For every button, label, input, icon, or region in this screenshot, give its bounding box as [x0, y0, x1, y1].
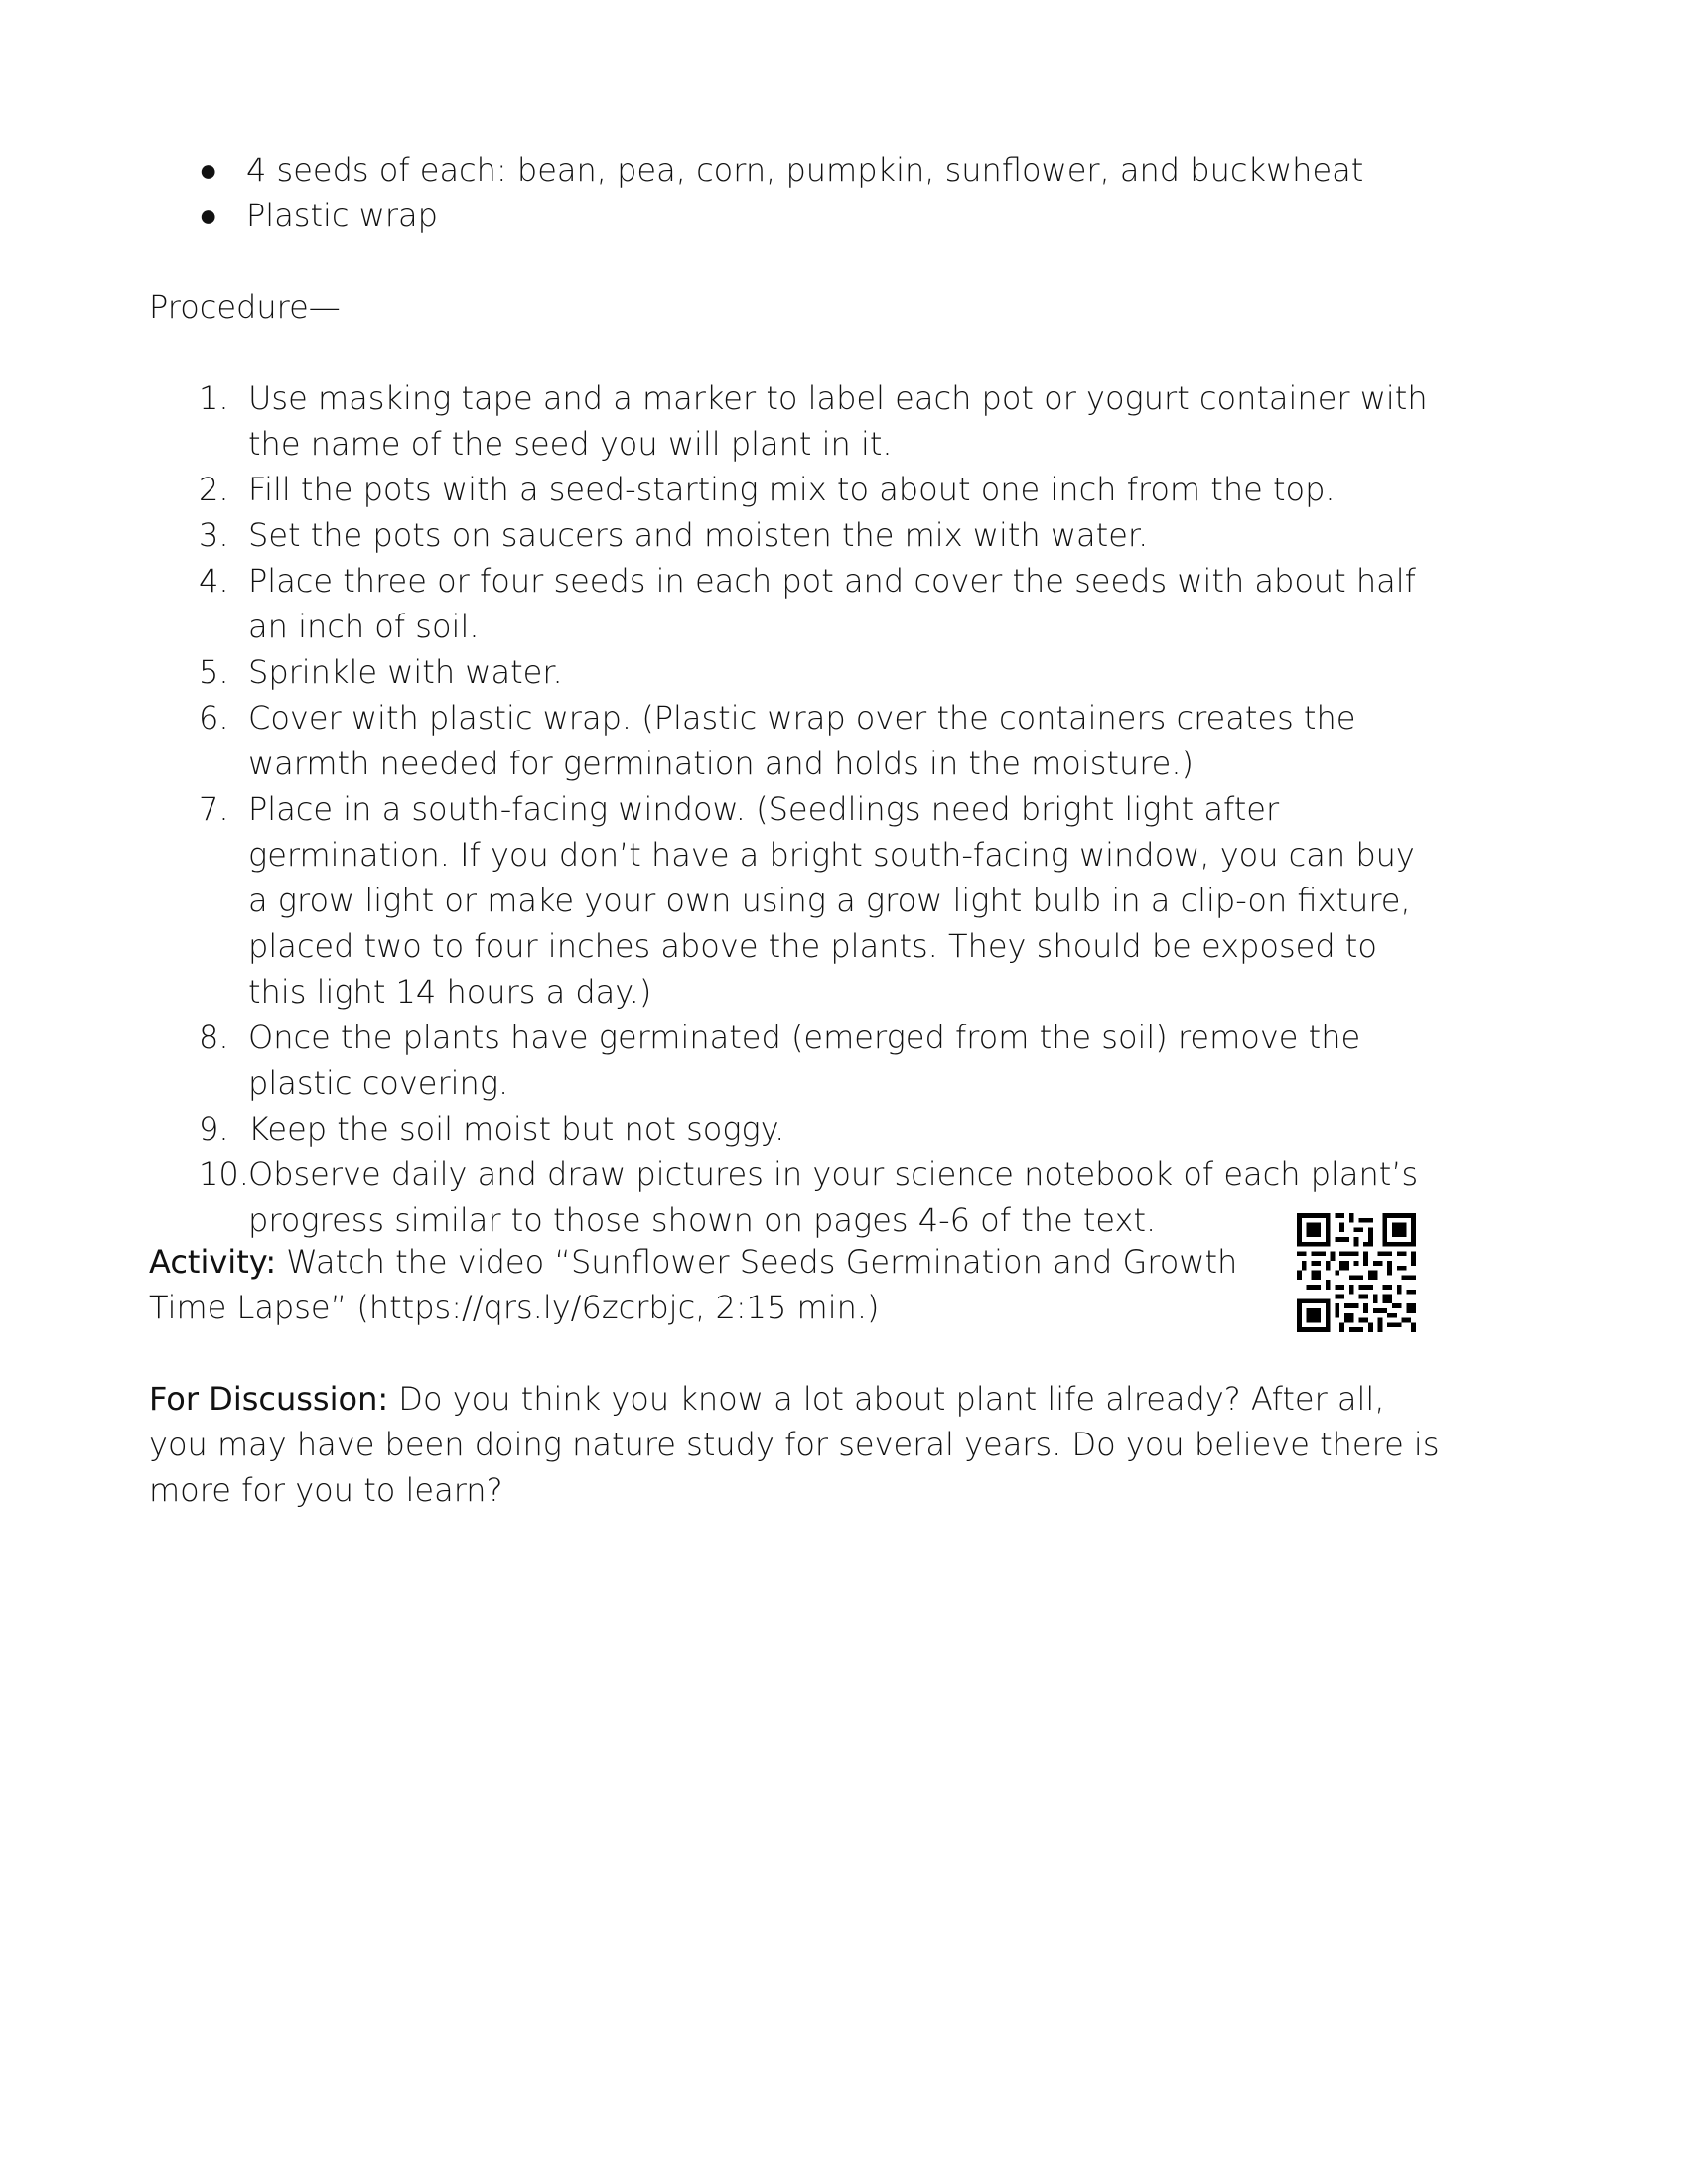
- step-number: 8.: [199, 1019, 229, 1056]
- bullet-icon: ●: [199, 197, 218, 234]
- step-text: Place three or four seeds in each pot and cover the seeds with about half an inch of soil.: [248, 562, 1416, 645]
- step-number: 1.: [199, 379, 229, 417]
- materials-list: [199, 147, 1440, 238]
- step-number: 4.: [199, 562, 229, 600]
- procedure-step: [149, 1015, 1440, 1106]
- step-number: 6.: [199, 699, 229, 737]
- step-number: 9.: [199, 1110, 229, 1148]
- activity-text: Watch the video “Sunflower Seeds Germination and Growth Time Lapse” (https://qrs.ly/6zcrbjc, 2:15 min.): [149, 1243, 1238, 1326]
- step-text: Sprinkle with water.: [248, 653, 563, 691]
- discussion-text: Do you think you know a lot about plant life already? After all, you may have been doing nature study for several years. Do you believe there is more for you to learn?: [149, 1380, 1440, 1509]
- step-text: Keep the soil moist but not soggy.: [248, 1110, 785, 1148]
- procedure-step: [149, 512, 1440, 558]
- bullet-icon: ●: [199, 151, 218, 189]
- step-number: 7.: [199, 790, 229, 828]
- step-number: 2.: [199, 471, 229, 508]
- discussion-label: For Discussion:: [149, 1380, 389, 1418]
- procedure-step: [149, 558, 1440, 649]
- qr-code-icon[interactable]: [1297, 1213, 1416, 1332]
- step-number: 10.: [199, 1156, 249, 1193]
- step-number: 5.: [199, 653, 229, 691]
- procedure-step: [149, 375, 1440, 467]
- discussion-paragraph: [149, 1376, 1450, 1513]
- materials-item: [199, 147, 1440, 193]
- procedure-step: [149, 695, 1440, 786]
- step-number: 3.: [199, 516, 229, 554]
- step-text: Set the pots on saucers and moisten the mix with water.: [248, 516, 1149, 554]
- step-text: Once the plants have germinated (emerged from the soil) remove the plastic covering.: [248, 1019, 1361, 1102]
- materials-item: [199, 193, 1440, 238]
- step-text: Cover with plastic wrap. (Plastic wrap over the containers creates the warmth needed for germination and holds in the moisture.): [248, 699, 1356, 782]
- procedure-heading: Procedure—: [149, 288, 341, 326]
- materials-item-text: 4 seeds of each: bean, pea, corn, pumpkin, sunflower, and buckwheat: [246, 151, 1364, 189]
- step-text: Fill the pots with a seed-starting mix to about one inch from the top.: [248, 471, 1336, 508]
- procedure-step: [149, 649, 1440, 695]
- activity-paragraph: [149, 1239, 1251, 1330]
- materials-item-text: Plastic wrap: [246, 197, 438, 234]
- procedure-steps-list: [149, 375, 1440, 1243]
- procedure-step: [149, 1152, 1440, 1243]
- procedure-step: [149, 786, 1440, 1015]
- procedure-step: [149, 467, 1440, 512]
- activity-label: Activity:: [149, 1243, 277, 1281]
- step-text: Use masking tape and a marker to label each pot or yogurt container with the name of the seed you will plant in it.: [248, 379, 1428, 463]
- step-text: Place in a south-facing window. (Seedlings need bright light after germination. If you don’t have a bright south-facing window, you can buy a grow light or make your own using a grow light bulb in a clip-on fixture, placed two to four inches above the plants. They should be exposed to this light 14 hours a day.): [248, 790, 1415, 1011]
- procedure-step: [149, 1106, 1440, 1152]
- step-text: Observe daily and draw pictures in your science notebook of each plant’s progress similar to those shown on pages 4-6 of the text.: [248, 1156, 1419, 1239]
